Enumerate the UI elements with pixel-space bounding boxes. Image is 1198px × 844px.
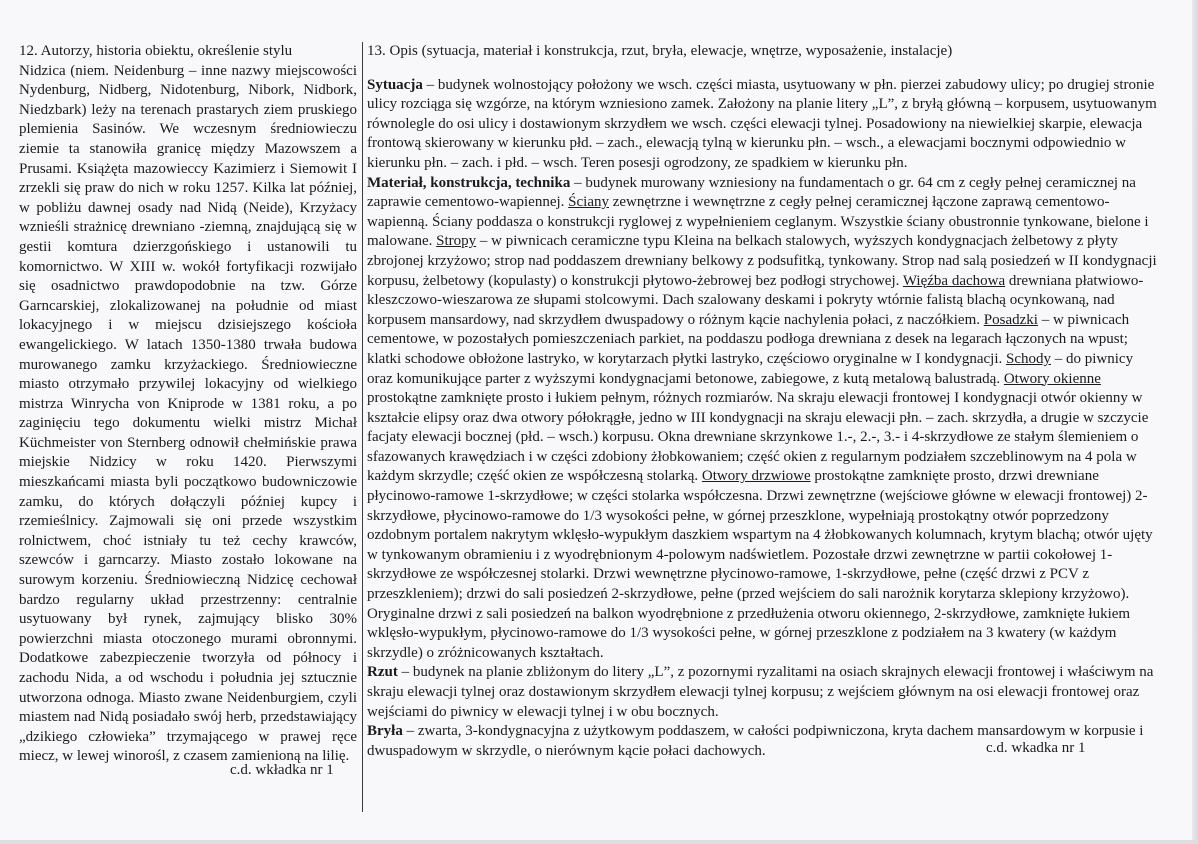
column-divider xyxy=(362,42,363,812)
material-paragraph xyxy=(367,174,1162,664)
description-heading: 13. Opis (sytuacja, materiał i konstrukcja, rzut, bryła, elewacje, wnętrze, wyposażenie, instalacje) xyxy=(367,43,953,59)
history-heading: 12. Autorzy, historia obiektu, określenie stylu xyxy=(19,43,293,59)
sciany-label: Ściany xyxy=(568,194,609,211)
bryla-label: Bryła xyxy=(367,723,403,740)
rzut-label: Rzut xyxy=(367,664,398,681)
material-text-2: zewnętrzne i wewnętrzne z cegły pełnej ceramicznej łączone zaprawą cementowo-wapienną. Ściany poddasza o konstrukcji ryglowej z wypełnieniem ceglanym. Wszystkie ściany obustronnie tynkowane, bielone i malowane. xyxy=(367,194,1149,250)
history-column xyxy=(19,42,357,767)
posadzki-label: Posadzki xyxy=(983,311,1038,328)
description-column xyxy=(367,42,1162,761)
bryla-text: – zwarta, 3-kondygnacyjna z użytkowym poddaszem, w całości podpiwniczona, kryta dachem mansardowym w korpusie i dwuspadowym w skrzydle, o nierównym kącie połaci dachowych. xyxy=(367,723,1144,759)
card-edge-right xyxy=(1192,0,1198,844)
otwory-drzwiowe-label: Otwory drzwiowe xyxy=(701,468,811,485)
sytuacja-text: – budynek wolnostojący położony we wsch. części miasta, usytuowany w płn. pierzei zabudowy ulicy; po drugiej stronie ulicy rozciąga się wzgórze, na którym wzniesiono zamek. Założony na planie litery „L”, z bryłą główną – korpusem, usytuowanym równolegle do osi ulicy i dostawionym skrzydłem we wsch. części elewacji tylnej. Posadowiony na niewielkiej skarpie, elewacja frontową skierowany w kierunku płd. – zach., elewacją tylną w kierunku płn. – wsch., a elewacjami bocznymi odpowiednio w kierunku płn. – zach. i płd. – wsch. Teren posesji ogrodzony, ze spadkiem w kierunku płn. xyxy=(367,76,1157,171)
material-text-8: prostokątne zamknięte prosto, drzwi drewniane płycinowo-ramowe 1-skrzydłowe; w części stolarka współczesna. Drzwi zewnętrzne (wejściowe główne w elewacji frontowej) 2-skrzydłowe, płycinowo-ramowe do 1/3 wysokości pełne, w górnej przeszklone, wypełniają prostokątny otwór poprzedzony ozdobnym portalem nakrytym wklęsło-wypukłym daszkiem wspartym na 4 żłobkowanych kolumnach, krytym blachą; otwór ujęty w tynkowanym obramieniu i z wyodrębnionym 4-polowym nadświetlem. Pozostałe drzwi zewnętrzne w partii cokołowej 1-skrzydłowe ze współczesnej stolarki. Drzwi wewnętrzne płycinowo-ramowe, 1-skrzydłowe, pełne (część drzwi z PCV z przeszkleniem); drzwi do sali posiedzeń 2-skrzydłowe, pełne (przed wejściem do sali narożnik korytarza sklepiony krzyżowo). Oryginalne drzwi z sali posiedzeń na balkon wyodrębnione z przedłużenia otworu okiennego, 2-skrzydłowe, zamknięte łukiem wklęsło-wypukłym, płycinowo-ramowe do 1/3 wysokości pełne, w górnej przeszklone z podziałem na 3 kwatery (w każdym skrzydle) o zróżnicowanych kształtach. xyxy=(367,468,1153,661)
rzut-paragraph xyxy=(367,663,1162,722)
sytuacja-label: Sytuacja xyxy=(367,76,423,93)
history-text: Nidzica (niem. Neidenburg – inne nazwy miejscowości Nydenburg, Nidberg, Nidotenburg, Nibork, Nidbork, Niedzbark) leży na terenach prastarych ziem pruskiego plemienia Sasinów. We wczesnym średniowieczu ziemie ta stanowiła granicę między Mazowszem a Prusami. Książęta mazowieccy Kazimierz i Siemowit I zrzekli się praw do nich w roku 1257. Kilka lat później, w pobliżu dawnej osady nad Nidą (Neide), Krzyżacy wznieśli strażnicę drewniano -ziemną, znajdującą się w gestii komtura dzierzgońskiego i ustanowili tu komornictwo. W XIII w. wokół fortyfikacji rozwijało się osadnictwo prawdopodobnie na tzw. Górze Garncarskiej, zlokalizowanej na południe od miast lokacyjnego i w miejscu dzisiejszego kościoła ewangelickiego. W latach 1350-1380 trwała budowa murowanego zamku krzyżackiego. Średniowieczne miasto otrzymało przywilej lokacyjny od wielkiego mistrza Winrycha von Kniprode w 1381 roku, a po zaginięciu tego dokumentu wielki mistrz Michał Küchmeister von Sternberg odnowił chełmińskie prawa miejskie Nidzicy w roku 1420. Pierwszymi mieszkańcami miasta byli początkowo budowniczowie zamku, do których dołączyli później kupcy i rzemieślnicy. Zajmowali się oni przede wszystkim rolnictwem, choć istniały tu też cechy krawców, szewców i garncarzy. Miasto zostało lokowane na surowym korzeniu. Średniowieczną Nidzicę cechował bardzo regularny układ przestrzenny: centralnie usytuowany był rynek, zajmujący blisko 30% powierzchni miasta otoczonego murami obronnymi. Dodatkowe zabezpieczenie tworzyła od północy i zachodu Nida, a od wschodu i południa jej sztucznie utworzona odnoga. Miasto zwane Neidenburgiem, czyli miastem nad Nidą posiadało swój herb, przedstawiający „dzikiego człowieka” trzymającego w prawej ręce miecz, w lewej winorośl, z czasem zamienioną na lilię. xyxy=(19,62,357,765)
otwory-okienne-label: Otwory okienne xyxy=(1003,370,1101,387)
material-text-3: – w piwnicach ceramiczne typu Kleina na belkach stalowych, wyższych kondygnacjach żelbetowy z płyty zbrojonej krzyżowo; strop nad poddaszem drewniany belkowy z podsufitką, tynkowany. Strop nad salą posiedzeń w II kondygnacji korpusu, żelbetowy (kopulasty) o konstrukcji płytowo-żebrowej bez podłogi strychowej. xyxy=(367,233,1157,289)
wiezba-label: Więźba dachowa xyxy=(902,272,1006,289)
schody-label: Schody xyxy=(1006,350,1051,367)
material-text-4: drewniana płatwiowo-kleszczowo-wieszarowa ze słupami stolcowymi. Dach szalowany deskami i pokryty wtórnie falistą blachą ocynkowaną, nad korpusem mansardowy, nad skrzydłem dwuspadowy o różnym kącie nachylenia połaci, z naczółkiem. xyxy=(367,272,1144,328)
stropy-label: Stropy xyxy=(436,233,477,250)
material-text-6: – do piwnicy oraz komunikujące parter z wyższymi kondygnacjami betonowe, zabiegowe, z kutą metalową balustradą. xyxy=(367,350,1134,387)
history-continued-note: c.d. wkładka nr 1 xyxy=(230,762,334,778)
sytuacja-paragraph xyxy=(367,76,1162,174)
material-text-5: – w piwnicach cementowe, w pozostałych pomieszczeniach parkiet, na poddaszu podłoga drewniana z desek na legarach łączonych na wpust; klatki schodowe obłożone lastryko, w korytarzach płytki lastryko, częściowo oryginalne w I kondygnacji. xyxy=(367,311,1130,367)
material-text-7: prostokątne zamknięte prosto i łukiem pełnym, różnych rozmiarów. Na skraju elewacji frontowej I kondygnacji otwór okienny w kształcie elipsy oraz dwa otwory półokrągłe, jedno w III kondygnacji na skraju elewacji płn. – zach. skrzydła, a drugie w szczycie facjaty elewacji bocznej (płd. – wsch.) korpusu. Okna drewniane skrzynkowe 1.-, 2.-, 3.- i 4-skrzydłowe ze stałym ślemieniem o sfazowanych krawędziach i w części zdobiony żłobkowaniem; część okien z regularnym podziałem szczeblinowym na 4 pola w każdym skrzydle; część okien ze współczesną stolarką. xyxy=(367,390,1149,485)
description-continued-note: c.d. wkadka nr 1 xyxy=(986,740,1086,756)
material-text-1: – budynek murowany wzniesiony na fundamentach o gr. 64 cm z cegły pełnej ceramicznej na zaprawie cementowo-wapiennej. xyxy=(367,174,1136,211)
material-label: Materiał, konstrukcja, technika xyxy=(367,174,571,191)
card-edge-bottom xyxy=(0,840,1198,844)
rzut-text: – budynek na planie zbliżonym do litery „L”, z pozornymi ryzalitami na osiach skrajnych elewacji frontowej i właściwym na skraju elewacji tylnej oraz dostawionym skrzydłem elewacji tylnej korpusu; z wejściem głównym na osi elewacji frontowej oraz wejściami do piwnicy w elewacji tylnej i w obu bocznych. xyxy=(367,664,1154,720)
